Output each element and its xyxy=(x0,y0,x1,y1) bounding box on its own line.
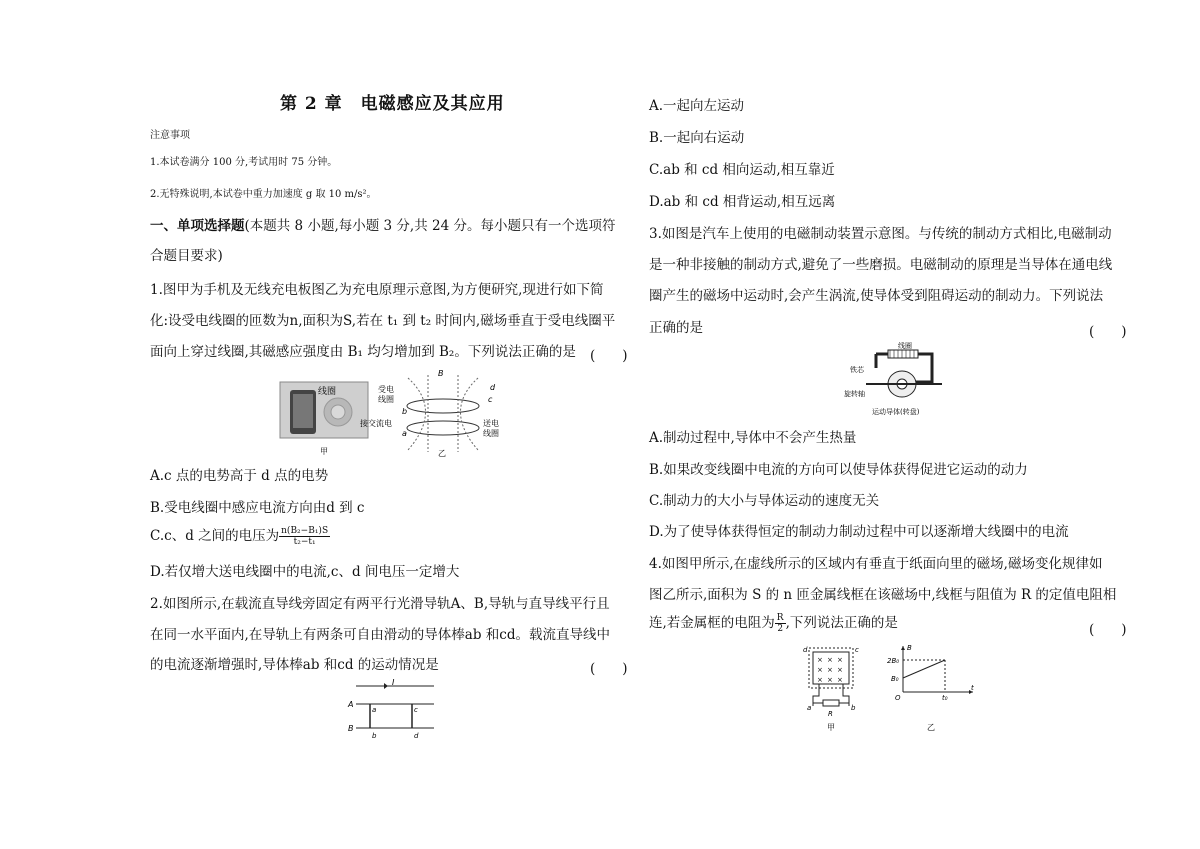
label-yi: 乙 xyxy=(927,723,935,732)
q3-answer-blank: ( ) xyxy=(1089,324,1127,340)
q1-stem-line3: 面向上穿过线圈,其磁感应强度由 B₁ 均匀增加到 B₂。下列说法正确的是 xyxy=(150,344,576,360)
label-B: B xyxy=(907,644,912,652)
page-title: 第 2 章 电磁感应及其应用 xyxy=(280,94,505,114)
resistor xyxy=(823,700,839,706)
q3-stem-line4: 正确的是 xyxy=(649,320,703,336)
section-heading-bold: 一、单项选择题 xyxy=(150,218,245,234)
q4-stem-line3-a: 连,若金属框的电阻为 xyxy=(649,615,775,631)
q1-figure xyxy=(278,370,518,460)
q4-figure-yi xyxy=(885,642,979,734)
cross: × xyxy=(827,676,833,684)
q4-stem-line1: 4.如图甲所示,在虚线所示的区域内有垂直于纸面向里的磁场,磁场变化规律如 xyxy=(649,556,1103,572)
label-b: b xyxy=(402,407,408,416)
section-heading-line2: 合题目要求) xyxy=(150,248,223,264)
cross: × xyxy=(827,666,833,674)
section-heading xyxy=(150,218,615,234)
cross: × xyxy=(837,676,843,684)
label-b: b xyxy=(851,704,856,712)
q3-stem-line2: 是一种非接触的制动方式,避免了一些磨损。电磁制动的原理是当导体在通电线 xyxy=(649,257,1113,273)
label-rail-A: A xyxy=(348,700,354,709)
label-B: B xyxy=(438,370,444,378)
label-yi: 乙 xyxy=(438,449,446,458)
q4-fraction xyxy=(775,613,786,634)
q4-fraction-den: 2 xyxy=(777,624,784,634)
q2-stem-line1: 2.如图所示,在载流直导线旁固定有两平行光滑导轨A、B,导轨与直导线平行且 xyxy=(150,596,610,612)
q3-option-b: B.如果改变线圈中电流的方向可以使导体获得促进它运动的动力 xyxy=(649,462,1028,478)
cross: × xyxy=(817,676,823,684)
q4-figure-jia xyxy=(801,642,871,734)
label-B0: B₀ xyxy=(891,675,899,683)
label-coil: 线圈 xyxy=(898,342,912,350)
cross: × xyxy=(837,656,843,664)
label-jia: 甲 xyxy=(320,447,328,456)
q1-option-b: B.受电线圈中感应电流方向由d 到 c xyxy=(150,500,365,516)
q1-option-d: D.若仅增大送电线圈中的电流,c、d 间电压一定增大 xyxy=(150,564,460,580)
label-recv: 受电 xyxy=(378,385,394,394)
label-a: a xyxy=(372,706,377,714)
label-coil: 线圈 xyxy=(318,387,337,397)
receive-coil xyxy=(407,399,479,413)
label-d: d xyxy=(803,646,808,654)
q3-option-a: A.制动过程中,导体中不会产生热量 xyxy=(649,430,857,446)
label-R: R xyxy=(828,710,833,718)
label-2B0: 2B₀ xyxy=(887,657,900,665)
B-line xyxy=(903,660,945,678)
label-recv2: 线圈 xyxy=(378,395,394,404)
label-b: b xyxy=(372,732,377,740)
label-O: O xyxy=(895,694,901,702)
q1-stem-line1: 1.图甲为手机及无线充电板图乙为充电原理示意图,为方便研究,现进行如下简 xyxy=(150,282,604,298)
q2-option-b: B.一起向右运动 xyxy=(649,130,745,146)
q1-option-a: A.c 点的电势高于 d 点的电势 xyxy=(150,468,329,484)
q2-answer-blank: ( ) xyxy=(590,661,628,677)
q3-stem-line1: 3.如图是汽车上使用的电磁制动装置示意图。与传统的制动方式相比,电磁制动 xyxy=(649,226,1112,242)
B-axis-arrow xyxy=(901,646,905,650)
label-c: c xyxy=(488,395,493,404)
q4-stem-line3 xyxy=(649,613,898,634)
notice-item-2: 2.无特殊说明,本试卷中重力加速度 g 取 10 m/s²。 xyxy=(150,189,377,200)
label-c: c xyxy=(414,706,418,714)
cross: × xyxy=(827,656,833,664)
q4-fraction-num: R xyxy=(776,613,784,623)
section-heading-rest: (本题共 8 小题,每小题 3 分,共 24 分。每小题只有一个选项符 xyxy=(244,218,616,234)
label-d: d xyxy=(490,383,496,392)
cross: × xyxy=(837,666,843,674)
label-d: d xyxy=(414,732,419,740)
q4-stem-line2: 图乙所示,面积为 S 的 n 匝金属线框在该磁场中,线框与阻值为 R 的定值电阻相 xyxy=(649,587,1117,603)
q1-option-c xyxy=(150,526,330,547)
q3-option-d: D.为了使导体获得恒定的制动力制动过程中可以逐渐增大线圈中的电流 xyxy=(649,524,1069,540)
current-arrow xyxy=(384,683,388,689)
q2-figure xyxy=(346,678,436,744)
label-disk: 运动导体(转盘) xyxy=(872,408,920,416)
q1-option-c-num: n(B₂−B₁)S xyxy=(281,526,329,536)
label-core: 铁芯 xyxy=(850,366,864,374)
coil-pattern-inner xyxy=(331,405,345,419)
label-axle: 旋转轴 xyxy=(844,390,865,398)
q1-stem-line2: 化:设受电线圈的匝数为n,面积为S,若在 t₁ 到 t₂ 时间内,磁场垂直于受电线圈平 xyxy=(150,313,616,329)
label-I: I xyxy=(392,678,395,687)
q1-answer-blank: ( ) xyxy=(590,348,628,364)
q2-stem-line3: 的电流逐渐增强时,导体棒ab 和cd 的运动情况是 xyxy=(150,657,439,673)
phone-screen xyxy=(293,394,313,428)
q3-figure xyxy=(844,338,949,420)
q1-option-c-prefix: C.c、d 之间的电压为 xyxy=(150,528,280,544)
notice-heading: 注意事项 xyxy=(150,130,190,141)
label-rail-B: B xyxy=(348,724,354,733)
label-send2: 线圈 xyxy=(483,429,499,438)
cross: × xyxy=(817,656,823,664)
cross: × xyxy=(817,666,823,674)
label-c: c xyxy=(855,646,859,654)
q1-option-c-fraction xyxy=(279,526,330,547)
notice-item-1: 1.本试卷满分 100 分,考试用时 75 分钟。 xyxy=(150,157,338,168)
label-send: 送电 xyxy=(483,419,499,428)
send-coil xyxy=(407,421,479,435)
label-t: t xyxy=(971,684,974,692)
label-a: a xyxy=(402,429,407,438)
coil-winding xyxy=(888,350,918,358)
q3-option-c: C.制动力的大小与导体运动的速度无关 xyxy=(649,493,880,509)
label-t0: t₀ xyxy=(942,694,948,702)
label-a: a xyxy=(807,704,812,712)
field-crosses xyxy=(817,656,843,684)
q2-option-c: C.ab 和 cd 相向运动,相互靠近 xyxy=(649,162,835,178)
q1-option-c-den: t₂−t₁ xyxy=(293,537,316,547)
q2-option-d: D.ab 和 cd 相背运动,相互远离 xyxy=(649,194,836,210)
q2-stem-line2: 在同一水平面内,在导轨上有两条可自由滑动的导体棒ab 和cd。载流直导线中 xyxy=(150,627,610,643)
q4-stem-line3-b: ,下列说法正确的是 xyxy=(785,615,898,631)
q4-answer-blank: ( ) xyxy=(1089,622,1127,638)
label-ac: 接交流电 xyxy=(360,419,392,428)
q3-stem-line3: 圈产生的磁场中运动时,会产生涡流,使导体受到阻碍运动的制动力。下列说法 xyxy=(649,288,1104,304)
q2-option-a: A.一起向左运动 xyxy=(649,98,745,114)
label-jia: 甲 xyxy=(827,723,835,732)
